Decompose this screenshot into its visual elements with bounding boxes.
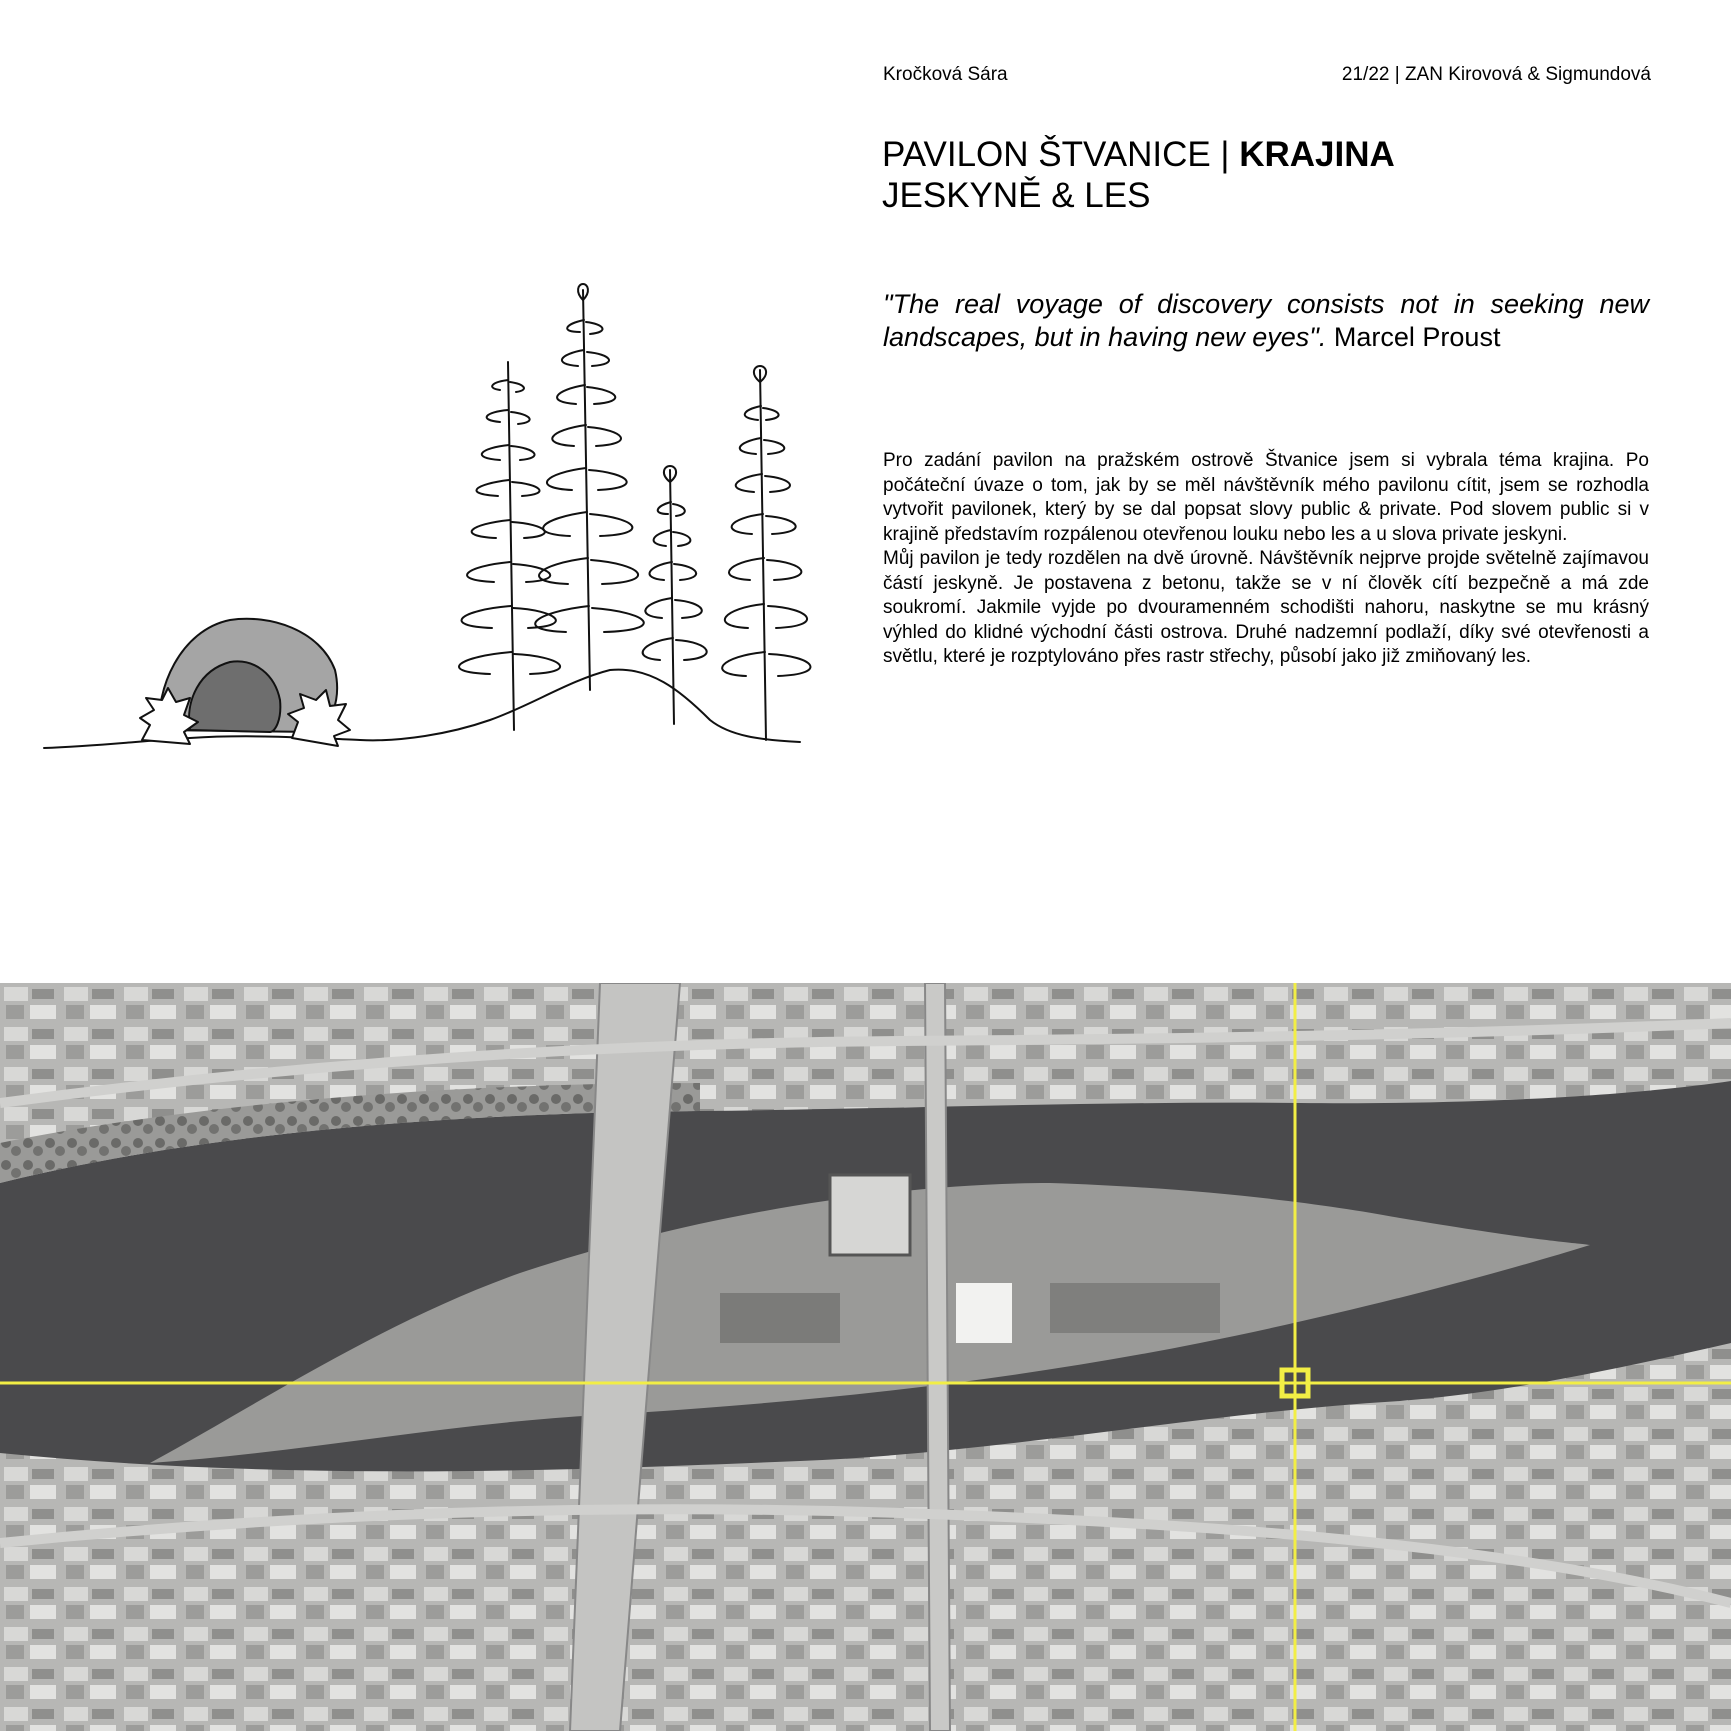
stadium [830, 1175, 910, 1255]
subtitle: JESKYNĚ & LES [882, 176, 1151, 215]
courts-2 [1050, 1283, 1220, 1333]
cave-and-forest-sketch [30, 270, 830, 790]
pine-tree-2 [535, 284, 644, 690]
quote-text: "The real voyage of discovery consists not in seeking new landscapes, but in having new eyes". [883, 289, 1649, 352]
white-hall [956, 1283, 1012, 1343]
author-name: Kročková Sára [883, 64, 1008, 85]
page-title [882, 134, 1395, 216]
pine-tree-1 [459, 362, 560, 730]
quote-author: Marcel Proust [1333, 322, 1501, 352]
courts-1 [720, 1293, 840, 1343]
pine-tree-4 [722, 366, 810, 740]
pine-tree-3 [643, 466, 707, 724]
aerial-map [0, 983, 1731, 1731]
bridge-east [925, 983, 950, 1731]
title-bold: KRAJINA [1239, 135, 1395, 174]
paragraph-1: Pro zadání pavilon na pražském ostrově Štvanice jsem si vybrala téma krajina. Po počáteční úvaze o tom, jak by se měl návštěvník mého pavilonu cítit, jsem se rozhodla vytvořit pavilonek, který by se dal popsat slovy public & private. Pod slovem public si v krajině představím rozpálenou otevřenou louku nebo les a u slova private jeskyni. [883, 450, 1649, 545]
description [883, 449, 1649, 670]
title-regular: PAVILON ŠTVANICE | [882, 135, 1240, 174]
quote [883, 288, 1649, 354]
course-info: 21/22 | ZAN Kirovová & Sigmundová [1341, 64, 1651, 85]
paragraph-2: Můj pavilon je tedy rozdělen na dvě úrovně. Návštěvník nejprve projde světelně zajímavou částí jeskyně. Je postavena z betonu, takže se v ní člověk cítí bezpečně a má zde soukromí. Jakmile vyjde po dvouramenném schodišti nahoru, naskytne se mu krásný výhled do klidné východní části ostrova. Druhé nadzemní podlaží, díky své otevřenosti a světlu, které je rozptylováno přes rastr střechy, působí jako již zmiňovaný les. [883, 548, 1649, 667]
